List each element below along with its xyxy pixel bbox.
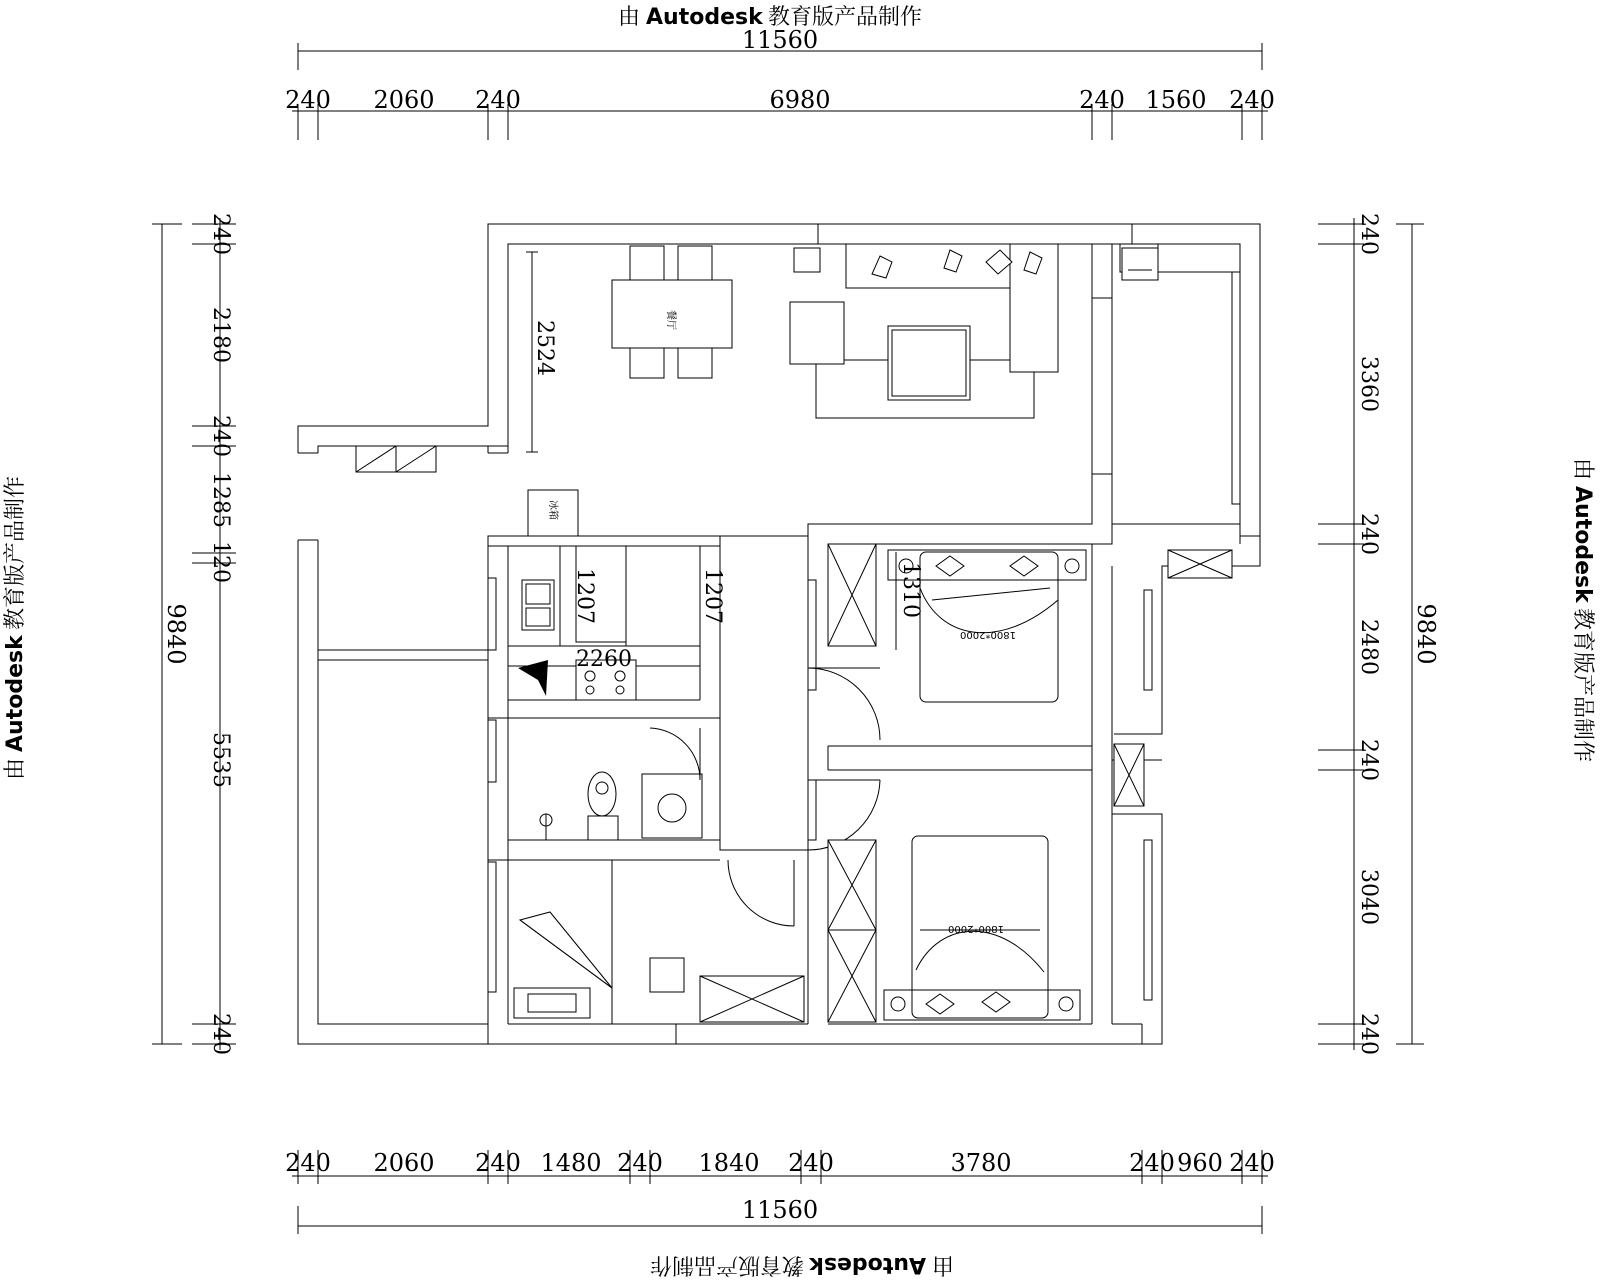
desk-icon [650,958,804,1022]
watermark-right-brand: Autodesk [1570,486,1595,603]
dim-right-seg-0: 240 [1356,213,1381,255]
dim-top [285,26,1275,140]
dim-top-seg-1: 2060 [373,86,435,114]
dim-right-seg-6: 240 [1356,1013,1381,1055]
dim-bottom-seg-5: 1840 [698,1149,760,1177]
dim-right-total: 9840 [1412,603,1440,665]
dim-left-seg-1: 2180 [208,307,233,363]
dim-bottom-seg-7: 3780 [950,1149,1012,1177]
watermark-left [3,476,28,780]
watermark-bottom-prefix: 由 [931,1252,954,1277]
dim-left-seg-6: 240 [208,1013,233,1055]
fridge-label: 冰箱 [547,500,558,520]
watermark-bottom [650,1252,954,1277]
dim-bottom-seg-3: 1480 [540,1149,602,1177]
dim-top-seg-4: 240 [1079,86,1125,114]
dim-right-seg-3: 2480 [1356,619,1381,675]
dim-bottom-seg-0: 240 [285,1149,331,1177]
watermark-left-brand: Autodesk [3,635,28,752]
basin-icon [642,774,702,838]
dim-bottom-seg-6: 240 [788,1149,834,1177]
dining-table-icon [612,246,732,378]
bed-icon [514,912,612,1018]
dim-left [152,213,236,1055]
watermark-right-prefix: 由 [1570,458,1595,481]
dim-top-seg-6: 240 [1229,86,1275,114]
watermark-top-suffix: 教育版产品制作 [768,5,923,30]
bed1-label: 1800*2000 [960,629,1016,640]
watermark-right [1570,458,1595,762]
watermark-left-prefix: 由 [3,757,28,780]
dim-right-seg-2: 240 [1356,513,1381,555]
sofa-icon [790,244,1058,418]
dim-top-seg-5: 1560 [1145,86,1207,114]
dim-right [1318,213,1440,1055]
sink-icon [522,580,554,630]
dim-top-seg-3: 6980 [769,86,831,114]
watermark-right-suffix: 教育版产品制作 [1570,608,1595,763]
shoe-cabinet-icon [356,446,436,472]
dim-left-seg-5: 5535 [208,732,233,788]
watermark-top-brand: Autodesk [646,5,763,30]
dim-top-total: 11560 [741,26,819,54]
watermark-bottom-brand: Autodesk [809,1252,926,1277]
dim-bottom-seg-9: 960 [1177,1149,1223,1177]
floor-drain-icon [540,814,552,840]
dim-bottom-seg-4: 240 [617,1149,663,1177]
toilet-icon [588,772,618,840]
dim-kitchen-len: 2260 [576,647,632,672]
dim-bottom [285,1149,1275,1234]
dim-right-seg-1: 3360 [1356,356,1381,412]
dim-dining-depth: 2524 [532,320,557,376]
watermark-bottom-suffix: 教育版产品制作 [649,1252,804,1277]
dim-left-seg-2: 240 [208,415,233,457]
dim-bottom-seg-8: 240 [1129,1149,1175,1177]
dim-right-seg-4: 240 [1356,739,1381,781]
dim-bottom-seg-1: 2060 [373,1149,435,1177]
dim-left-seg-0: 240 [208,213,233,255]
floor-plan-walls [298,224,1260,1044]
watermark-left-suffix: 教育版产品制作 [3,475,28,630]
bed2-label: 1800*2000 [948,923,1004,934]
dim-bottom-seg-2: 240 [475,1149,521,1177]
dim-left-seg-4: 120 [208,541,233,583]
dim-top-seg-0: 240 [285,86,331,114]
bed-icon [884,836,1080,1020]
dim-bottom-total: 11560 [741,1196,819,1224]
fridge-icon [528,490,578,536]
cabinet-icon [1120,244,1240,280]
dim-top-seg-2: 240 [475,86,521,114]
dim-left-seg-3: 1285 [208,472,233,528]
dim-left-total: 9840 [162,603,190,665]
dim-bottom-seg-10: 240 [1229,1149,1275,1177]
dim-kitchen-w1: 1207 [572,568,597,624]
watermark-top-prefix: 由 [618,5,641,30]
dim-right-seg-5: 3040 [1356,869,1381,925]
range-hood-mark [518,660,548,696]
dining-label: 餐厅 [665,310,676,330]
dim-bedroom-depth: 1310 [898,562,923,618]
dim-kitchen-w2: 1207 [700,568,725,624]
